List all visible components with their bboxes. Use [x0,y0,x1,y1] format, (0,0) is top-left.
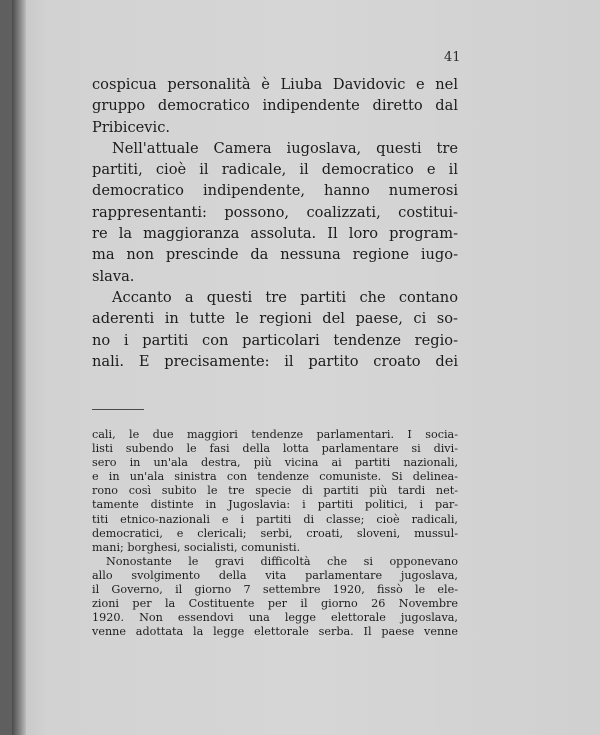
text-line: Nell'attuale Camera iugoslava, questi tre [112,139,458,157]
text-line: partiti, cioè il radicale, il democratico e il [92,161,458,179]
text-line: Accanto a questi tre partiti che contano [112,288,458,306]
footnote-line: sero in un'ala destra, più vicina ai partiti nazionali, [92,456,458,470]
footnote-line: allo svolgimento della vita parlamentare jugoslava, [92,568,458,582]
text-line: rappresentanti: possono, coalizzati, costitui- [92,203,458,221]
text-line: democratico indipendente, hanno numerosi [92,182,458,200]
text-line: ma non prescinde da nessuna regione iugo- [92,246,458,264]
footnote-line: tamente distinte in Jugoslavia: i partiti politici, i par- [92,498,458,512]
text-line: cospicua personalità è Liuba Davidovic e nel [92,76,458,93]
footnote-line: venne adottata la legge elettorale serba. Il paese venne [92,625,458,639]
binding-shadow [12,0,26,735]
footnote-line: zioni per la Costituente per il giorno 26 Novembre [92,597,458,611]
footnote-line: mani; borghesi, socialisti, comunisti. [92,540,301,554]
footnote-separator [92,409,144,410]
page-number: 41 [444,50,461,65]
footnote-line: listi subendo le fasi della lotta parlamentare si divi- [92,442,458,456]
footnote-line: democratici, e clericali; serbi, croati, sloveni, mussul- [92,526,458,540]
footnote-line: titi etnico-nazionali e i partiti di classe; cioè radicali, [92,512,458,526]
text-line: gruppo democratico indipendente diretto dal [92,97,458,115]
text-line: Pribicevic. [92,118,171,136]
footnotes [92,428,458,639]
text-line: re la maggioranza assoluta. Il loro program- [92,225,458,243]
text-line: aderenti in tutte le regioni del paese, ci so- [92,310,458,328]
text-line: nali. E precisamente: il partito croato dei [92,352,458,370]
footnote-line: Nonostante le gravi difficoltà che si opponevano [106,554,458,568]
footnote-line: cali, le due maggiori tendenze parlamentari. I socia- [92,428,458,441]
footnote-line: rono così subito le tre specie di partiti più tardi net- [92,484,458,498]
text-line: no i partiti con particolari tendenze regio- [92,331,458,349]
footnote-line: il Governo, il giorno 7 settembre 1920, fissò le ele- [92,583,458,597]
main-text [92,74,458,372]
footnote-line: e in un'ala sinistra con tendenze comuniste. Si delinea- [92,470,458,484]
text-line: slava. [92,267,135,285]
footnote-line: 1920. Non essendovi una legge elettorale jugoslava, [92,611,458,625]
